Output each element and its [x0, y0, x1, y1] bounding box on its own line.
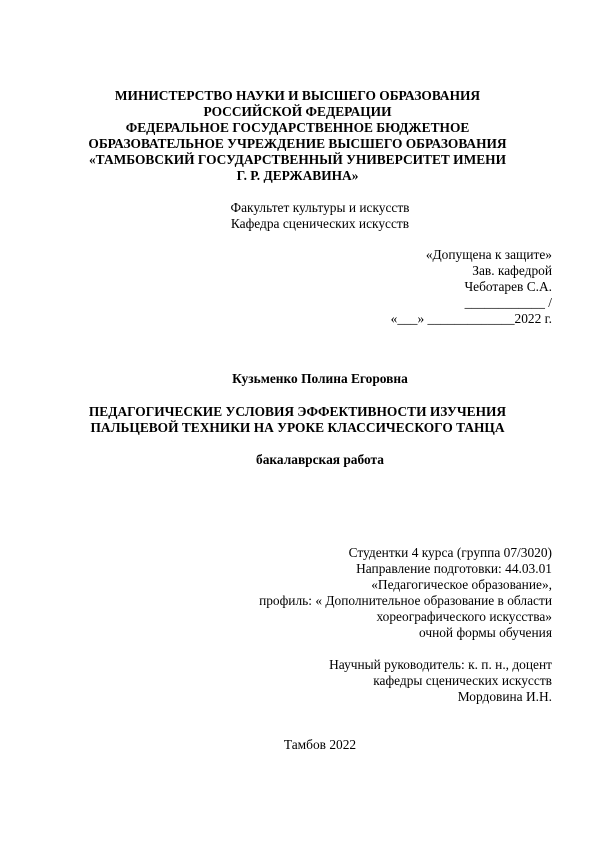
- author-name: Кузьменко Полина Егоровна: [232, 371, 408, 386]
- thesis-title-line-1: ПЕДАГОГИЧЕСКИЕ УСЛОВИЯ ЭФФЕКТИВНОСТИ ИЗУЧЕНИЯ: [88, 404, 507, 419]
- study-program: «Педагогическое образование»,: [371, 577, 552, 592]
- supervisor-name: Мордовина И.Н.: [457, 689, 552, 704]
- city-year: Тамбов 2022: [283, 737, 357, 752]
- approval-position: Зав. кафедрой: [472, 263, 552, 278]
- department-name: Кафедра сценических искусств: [230, 216, 410, 231]
- study-direction: Направление подготовки: 44.03.01: [356, 561, 552, 576]
- study-profile: профиль: « Дополнительное образование в области: [259, 593, 552, 608]
- header-line-3: ФЕДЕРАЛЬНОЕ ГОСУДАРСТВЕННОЕ БЮДЖЕТНОЕ: [125, 120, 470, 135]
- supervisor-block: [329, 657, 552, 705]
- approval-head-name: Чеботарев С.А.: [464, 279, 552, 294]
- approval-block: [391, 247, 552, 327]
- approval-signature-line: ____________ /: [464, 295, 552, 310]
- study-form: очной формы обучения: [418, 625, 552, 640]
- thesis-title-line-2: ПАЛЬЦЕВОЙ ТЕХНИКИ НА УРОКЕ КЛАССИЧЕСКОГО ТАНЦА: [90, 420, 505, 435]
- work-type: бакалаврская работа: [256, 452, 384, 467]
- approval-heading: «Допущена к защите»: [425, 247, 552, 262]
- student-course: Студентки 4 курса (группа 07/3020): [348, 545, 552, 560]
- header-line-6: Г. Р. ДЕРЖАВИНА»: [236, 168, 359, 183]
- header-line-4: ОБРАЗОВАТЕЛЬНОЕ УЧРЕЖДЕНИЕ ВЫСШЕГО ОБРАЗОВАНИЯ: [88, 136, 507, 151]
- supervisor-department: кафедры сценических искусств: [373, 673, 552, 688]
- approval-date-line: «___» _____________2022 г.: [390, 311, 552, 326]
- student-info-block: [259, 545, 552, 641]
- header-line-1: МИНИСТЕРСТВО НАУКИ И ВЫСШЕГО ОБРАЗОВАНИЯ: [114, 88, 481, 103]
- faculty-name: Факультет культуры и искусств: [230, 200, 410, 215]
- supervisor-title: Научный руководитель: к. п. н., доцент: [329, 657, 552, 672]
- study-profile-cont: хореографического искусства»: [376, 609, 552, 624]
- header-line-2: РОССИЙСКОЙ ФЕДЕРАЦИИ: [203, 104, 392, 119]
- header-line-5: «ТАМБОВСКИЙ ГОСУДАРСТВЕННЫЙ УНИВЕРСИТЕТ ИМЕНИ: [88, 152, 506, 167]
